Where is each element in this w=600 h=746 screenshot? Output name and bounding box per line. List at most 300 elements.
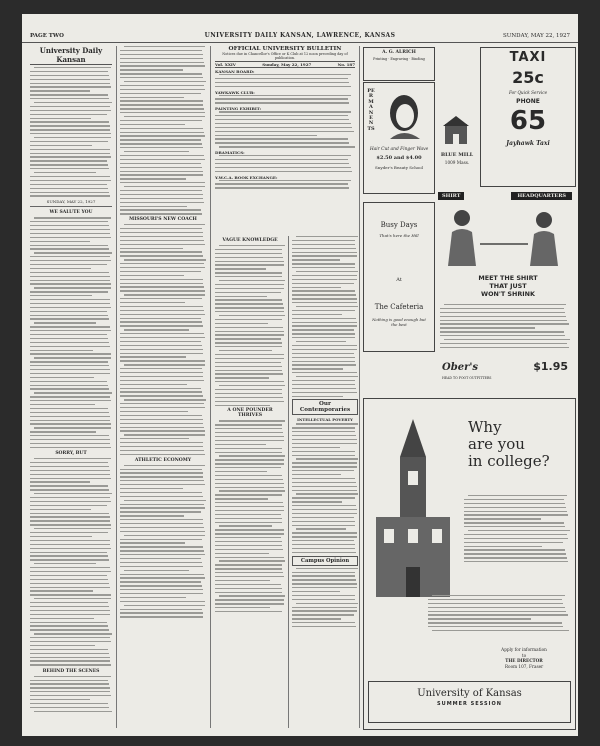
text-line bbox=[215, 576, 284, 577]
text-line bbox=[292, 517, 354, 518]
text-line bbox=[120, 480, 204, 481]
text-line bbox=[120, 612, 203, 613]
text-line bbox=[464, 511, 567, 512]
text-line bbox=[292, 357, 355, 358]
editorial-headline: BEHIND THE SCENES bbox=[42, 668, 100, 674]
text-line bbox=[215, 366, 282, 367]
text-line bbox=[292, 607, 357, 608]
text-line bbox=[215, 292, 281, 293]
text-line bbox=[120, 73, 202, 74]
text-line bbox=[296, 603, 358, 604]
text-line bbox=[120, 353, 203, 354]
text-line bbox=[292, 298, 357, 299]
text-line bbox=[120, 581, 201, 582]
text-line bbox=[292, 392, 357, 393]
text-line bbox=[120, 271, 201, 272]
text-line bbox=[30, 75, 109, 76]
text-line bbox=[468, 495, 567, 496]
blue-mill-ad bbox=[436, 114, 478, 186]
text-line bbox=[292, 290, 355, 291]
text-line bbox=[120, 147, 203, 148]
text-line bbox=[30, 184, 107, 185]
cafeteria-slogan: Nothing is good enough but the best bbox=[372, 317, 426, 327]
text-line bbox=[30, 649, 108, 650]
text-line bbox=[30, 404, 95, 405]
text-line bbox=[215, 342, 282, 343]
text-line bbox=[120, 85, 204, 86]
text-line bbox=[30, 509, 91, 510]
text-line bbox=[464, 514, 568, 515]
text-line bbox=[292, 361, 355, 362]
text-line bbox=[124, 434, 205, 435]
editorial-column bbox=[30, 46, 112, 726]
text-line bbox=[30, 153, 110, 154]
text-line bbox=[292, 470, 354, 471]
text-line bbox=[215, 545, 282, 546]
text-line bbox=[292, 388, 356, 389]
busy-days-heading: Busy Days bbox=[380, 221, 418, 229]
text-line bbox=[30, 664, 111, 665]
text-line bbox=[120, 236, 203, 237]
apply-line: THE DIRECTOR bbox=[505, 658, 543, 664]
bulletin-title: OFFICIAL UNIVERSITY BULLETIN bbox=[228, 46, 342, 52]
cafeteria-ad bbox=[363, 202, 435, 352]
illegible-body-text bbox=[440, 304, 570, 351]
text-line bbox=[296, 423, 358, 424]
text-line bbox=[215, 401, 284, 402]
text-line bbox=[120, 318, 201, 319]
text-line bbox=[30, 272, 109, 273]
text-line bbox=[30, 691, 110, 692]
text-line bbox=[120, 427, 204, 428]
blue-mill-address: 1009 Mass. bbox=[444, 160, 470, 165]
cafeteria-name: The Cafeteria bbox=[374, 303, 424, 311]
text-line bbox=[440, 323, 569, 324]
text-line bbox=[120, 244, 205, 245]
text-line bbox=[120, 531, 205, 532]
text-line bbox=[464, 534, 567, 535]
text-line bbox=[120, 438, 189, 439]
text-line bbox=[34, 102, 112, 103]
text-line bbox=[30, 400, 111, 401]
text-line bbox=[215, 467, 281, 468]
text-line bbox=[292, 364, 356, 365]
text-line bbox=[215, 135, 317, 136]
text-line bbox=[292, 548, 355, 549]
text-line bbox=[120, 380, 204, 381]
text-line bbox=[468, 530, 570, 531]
text-line bbox=[120, 496, 203, 497]
text-line bbox=[30, 583, 109, 584]
text-line bbox=[120, 54, 203, 55]
text-line bbox=[30, 110, 111, 111]
text-line bbox=[120, 539, 202, 540]
text-line bbox=[292, 595, 355, 596]
illegible-body-text bbox=[215, 155, 355, 172]
text-line bbox=[30, 350, 93, 351]
text-line bbox=[30, 552, 107, 553]
text-line bbox=[215, 611, 282, 612]
text-line bbox=[30, 532, 108, 533]
bulletin-volume: Vol. XXIV bbox=[215, 62, 236, 67]
text-line bbox=[292, 482, 356, 483]
text-line bbox=[292, 240, 355, 241]
text-line bbox=[30, 629, 109, 630]
text-line bbox=[120, 206, 187, 207]
text-line bbox=[292, 443, 357, 444]
text-line bbox=[219, 560, 285, 561]
illegible-body-text bbox=[30, 217, 112, 448]
text-line bbox=[432, 630, 569, 631]
text-line bbox=[34, 633, 112, 634]
text-line bbox=[219, 155, 351, 156]
text-line bbox=[120, 163, 201, 164]
text-line bbox=[120, 69, 183, 70]
article-headline: ATHLETIC ECONOMY bbox=[134, 457, 192, 463]
text-line bbox=[30, 98, 109, 99]
text-line bbox=[120, 290, 205, 291]
text-line bbox=[30, 420, 110, 421]
text-line bbox=[215, 529, 284, 530]
text-line bbox=[120, 128, 203, 129]
news-column bbox=[215, 236, 285, 732]
text-line bbox=[30, 594, 111, 595]
text-line bbox=[215, 588, 282, 589]
text-line bbox=[34, 528, 111, 529]
text-line bbox=[30, 625, 108, 626]
bulletin-item-head: YAWKAWK CLUB: bbox=[215, 89, 255, 95]
text-line bbox=[34, 493, 112, 494]
text-line bbox=[440, 347, 569, 348]
text-line bbox=[30, 579, 108, 580]
text-line bbox=[120, 89, 205, 90]
text-line bbox=[215, 510, 284, 511]
text-line bbox=[215, 479, 283, 480]
text-line bbox=[120, 407, 205, 408]
text-line bbox=[30, 164, 108, 165]
text-line bbox=[219, 146, 355, 147]
text-line bbox=[30, 645, 95, 646]
text-line bbox=[120, 240, 204, 241]
text-line bbox=[440, 316, 566, 317]
text-line bbox=[428, 611, 566, 612]
page-header bbox=[22, 30, 578, 43]
campus-opinion-box: Campus Opinion bbox=[292, 556, 358, 566]
text-line bbox=[215, 131, 354, 132]
text-line bbox=[215, 428, 282, 429]
text-line bbox=[30, 470, 110, 471]
text-line bbox=[30, 381, 107, 382]
official-bulletin bbox=[215, 46, 355, 234]
bulletin-item-head: DRAMATICS: bbox=[215, 150, 245, 156]
shirt-slogan-line: THAT JUST bbox=[489, 282, 527, 290]
taxi-company: Jayhawk Taxi bbox=[506, 140, 550, 147]
text-line bbox=[292, 368, 343, 369]
text-line bbox=[428, 603, 563, 604]
text-line bbox=[215, 580, 270, 581]
text-line bbox=[215, 537, 281, 538]
text-line bbox=[292, 447, 340, 448]
illegible-body-text bbox=[292, 568, 358, 628]
text-line bbox=[292, 610, 357, 611]
text-line bbox=[219, 280, 285, 281]
text-line bbox=[292, 501, 342, 502]
text-line bbox=[30, 86, 111, 87]
text-line bbox=[292, 325, 357, 326]
text-line bbox=[120, 263, 204, 264]
text-line bbox=[428, 607, 565, 608]
text-line bbox=[30, 575, 107, 576]
text-line bbox=[30, 703, 108, 704]
text-line bbox=[30, 447, 111, 448]
text-line bbox=[120, 302, 185, 303]
text-line bbox=[30, 346, 110, 347]
text-line bbox=[440, 327, 535, 328]
text-line bbox=[30, 225, 109, 226]
at-text: At bbox=[396, 277, 402, 283]
text-line bbox=[215, 276, 282, 277]
text-line bbox=[120, 442, 203, 443]
text-line bbox=[120, 554, 205, 555]
text-line bbox=[215, 397, 283, 398]
text-line bbox=[292, 431, 355, 432]
text-line bbox=[120, 104, 203, 105]
text-line bbox=[30, 330, 111, 331]
text-line bbox=[30, 412, 109, 413]
text-line bbox=[30, 606, 109, 607]
text-line bbox=[30, 133, 111, 134]
text-line bbox=[215, 498, 268, 499]
text-line bbox=[120, 446, 203, 447]
newspaper-page bbox=[22, 14, 578, 736]
text-line bbox=[30, 195, 110, 196]
text-line bbox=[120, 267, 205, 268]
text-line bbox=[292, 322, 357, 323]
text-line bbox=[215, 362, 281, 363]
text-line bbox=[124, 570, 189, 571]
text-line bbox=[30, 474, 110, 475]
phone-label: PHONE bbox=[516, 98, 540, 105]
text-line bbox=[296, 493, 358, 494]
text-line bbox=[30, 237, 111, 238]
text-line bbox=[215, 284, 284, 285]
text-line bbox=[30, 590, 93, 591]
text-line bbox=[30, 90, 90, 91]
news-column bbox=[292, 236, 358, 732]
text-line bbox=[292, 263, 355, 264]
text-line bbox=[124, 605, 205, 606]
text-line bbox=[30, 268, 91, 269]
bulletin-subtitle: Notices due in Chancellor's Office or K Club at 12 noon preceding day of publication. bbox=[222, 52, 348, 60]
text-line bbox=[124, 329, 189, 330]
text-line bbox=[30, 587, 110, 588]
text-line bbox=[296, 568, 358, 569]
text-line bbox=[215, 338, 281, 339]
text-line bbox=[120, 139, 201, 140]
text-line bbox=[120, 209, 201, 210]
text-line bbox=[215, 299, 282, 300]
text-line bbox=[30, 377, 94, 378]
text-line bbox=[292, 622, 355, 623]
text-line bbox=[34, 598, 111, 599]
text-line bbox=[215, 119, 349, 120]
text-line bbox=[124, 151, 189, 152]
text-line bbox=[30, 548, 111, 549]
text-line bbox=[215, 557, 284, 558]
text-line bbox=[30, 168, 109, 169]
text-line bbox=[215, 327, 283, 328]
text-line bbox=[124, 46, 205, 47]
printer-services: Printing · Engraving · Binding bbox=[373, 57, 425, 61]
text-line bbox=[292, 540, 354, 541]
text-line bbox=[30, 264, 107, 265]
text-line bbox=[30, 695, 111, 696]
text-line bbox=[296, 271, 358, 272]
text-line bbox=[124, 465, 205, 466]
taxi-price: 25c bbox=[512, 68, 544, 87]
text-line bbox=[120, 62, 204, 63]
text-line bbox=[34, 458, 111, 459]
text-line bbox=[464, 526, 565, 527]
apply-line: to bbox=[521, 652, 527, 658]
text-line bbox=[120, 298, 202, 299]
illegible-body-text bbox=[215, 95, 355, 104]
text-line bbox=[30, 520, 110, 521]
illegible-body-text bbox=[464, 495, 569, 565]
text-line bbox=[292, 329, 354, 330]
text-line bbox=[30, 283, 111, 284]
text-line bbox=[120, 484, 205, 485]
text-line bbox=[464, 549, 565, 550]
text-line bbox=[30, 431, 96, 432]
text-line bbox=[215, 568, 282, 569]
text-line bbox=[296, 376, 358, 377]
text-line bbox=[215, 377, 269, 378]
text-line bbox=[30, 435, 109, 436]
text-line bbox=[120, 286, 204, 287]
text-line bbox=[30, 485, 108, 486]
text-line bbox=[30, 291, 108, 292]
text-line bbox=[120, 100, 203, 101]
shirt-ad bbox=[436, 190, 574, 390]
text-line bbox=[120, 202, 204, 203]
text-line bbox=[215, 98, 348, 99]
text-line bbox=[219, 245, 285, 246]
text-line bbox=[215, 354, 284, 355]
text-line bbox=[215, 334, 284, 335]
text-line bbox=[292, 310, 355, 311]
text-line bbox=[30, 680, 108, 681]
text-line bbox=[30, 610, 110, 611]
text-line bbox=[120, 511, 201, 512]
text-line bbox=[440, 320, 567, 321]
shirt-tag: SHIRT bbox=[438, 192, 464, 200]
text-line bbox=[215, 549, 283, 550]
text-line bbox=[215, 440, 284, 441]
printer-name: A. G. ALRICH bbox=[382, 50, 416, 55]
text-line bbox=[215, 346, 282, 347]
text-line bbox=[120, 337, 205, 338]
text-line bbox=[30, 248, 109, 249]
text-line bbox=[120, 58, 203, 59]
text-line bbox=[120, 388, 201, 389]
text-line bbox=[124, 294, 205, 295]
text-line bbox=[292, 455, 355, 456]
text-line bbox=[215, 373, 283, 374]
text-line bbox=[215, 471, 267, 472]
text-line bbox=[124, 224, 205, 225]
taxi-heading: TAXI bbox=[509, 50, 547, 65]
text-line bbox=[292, 427, 355, 428]
text-line bbox=[120, 515, 184, 516]
text-line bbox=[120, 562, 202, 563]
illegible-body-text bbox=[215, 74, 355, 87]
text-line bbox=[30, 276, 110, 277]
kansan-nameplate: University Daily Kansan bbox=[30, 46, 112, 65]
illegible-body-text bbox=[120, 46, 206, 215]
shirt-slogan-line: WON'T SHRINK bbox=[481, 290, 535, 298]
text-line bbox=[292, 575, 355, 576]
text-line bbox=[215, 163, 349, 164]
text-line bbox=[215, 82, 349, 83]
text-line bbox=[34, 357, 111, 358]
text-line bbox=[215, 522, 282, 523]
ku-name: University of Kansas bbox=[417, 688, 522, 699]
illegible-body-text bbox=[428, 595, 569, 634]
text-line bbox=[30, 478, 111, 479]
text-line bbox=[215, 102, 349, 103]
shirt-slogan-line: MEET THE SHIRT bbox=[478, 274, 538, 282]
text-line bbox=[124, 116, 205, 117]
text-line bbox=[30, 443, 110, 444]
text-line bbox=[292, 248, 356, 249]
text-line bbox=[120, 135, 205, 136]
text-line bbox=[30, 489, 109, 490]
text-line bbox=[464, 522, 564, 523]
text-line bbox=[120, 419, 203, 420]
text-line bbox=[120, 178, 186, 179]
text-line bbox=[215, 436, 284, 437]
article-headline: VAGUE KNOWLEDGE bbox=[222, 238, 278, 243]
text-line bbox=[34, 322, 96, 323]
kansan-dateline: SUNDAY, MAY 22, 1927 bbox=[46, 199, 96, 205]
text-line bbox=[30, 145, 92, 146]
text-line bbox=[120, 368, 202, 369]
taxi-tagline: For Quick Service bbox=[508, 90, 548, 95]
text-line bbox=[292, 462, 357, 463]
bulletin-item-head: KANSAN BOARD: bbox=[215, 69, 255, 74]
text-line bbox=[30, 156, 111, 157]
text-line bbox=[292, 490, 357, 491]
text-line bbox=[120, 159, 205, 160]
text-line bbox=[120, 376, 203, 377]
text-line bbox=[215, 564, 282, 565]
text-line bbox=[292, 255, 357, 256]
text-line bbox=[215, 584, 281, 585]
text-line bbox=[292, 287, 341, 288]
text-line bbox=[30, 567, 110, 568]
text-line bbox=[215, 541, 282, 542]
text-line bbox=[215, 452, 282, 453]
page-number: PAGE TWO bbox=[30, 33, 64, 39]
text-line bbox=[30, 536, 92, 537]
text-line bbox=[215, 303, 283, 304]
text-line bbox=[215, 381, 284, 382]
text-line bbox=[30, 71, 108, 72]
text-line bbox=[120, 155, 204, 156]
text-line bbox=[30, 229, 110, 230]
text-line bbox=[292, 244, 355, 245]
